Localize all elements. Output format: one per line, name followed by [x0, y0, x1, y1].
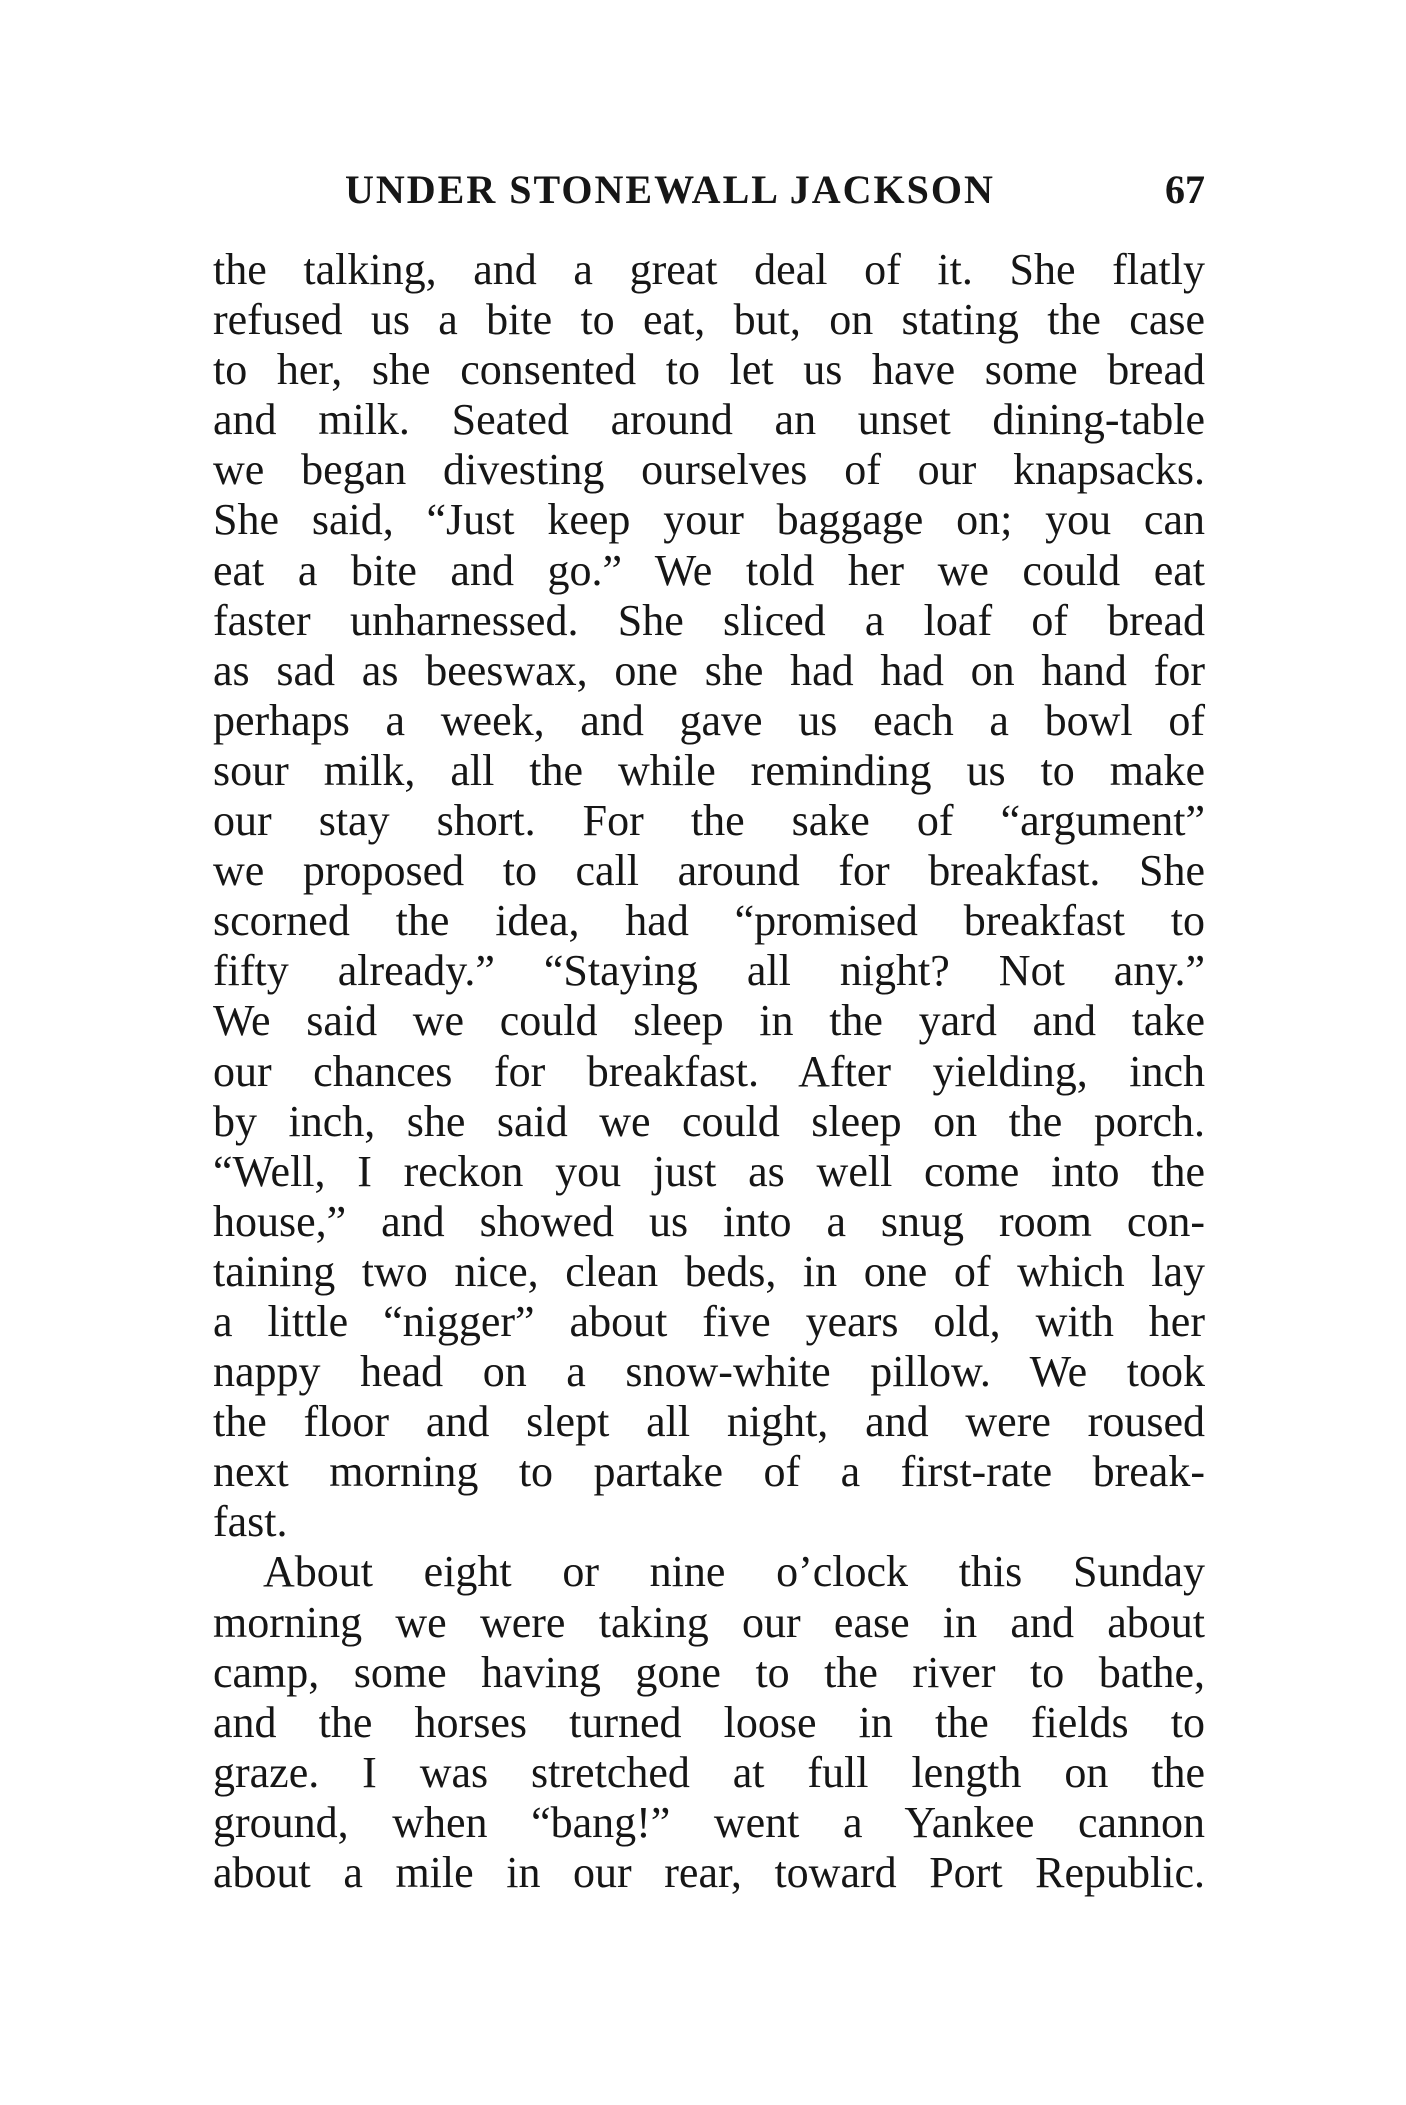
text-line: perhaps a week, and gave us each a bowl of — [213, 695, 1205, 745]
page-number: 67 — [1165, 167, 1205, 212]
text-line: taining two nice, clean beds, in one of which lay — [213, 1246, 1205, 1296]
text-line: about a mile in our rear, toward Port Republic. — [213, 1848, 1205, 1897]
text-line: the talking, and a great deal of it. She flatly — [213, 245, 1205, 294]
text-line: ground, when “bang!” went a Yankee cannon — [213, 1797, 1205, 1847]
text-line: our chances for breakfast. After yielding, inch — [213, 1046, 1205, 1096]
text-line: eat a bite and go.” We told her we could eat — [213, 545, 1205, 595]
text-line: the floor and slept all night, and were roused — [213, 1397, 1205, 1447]
text-line: “Well, I reckon you just as well come into the — [213, 1146, 1205, 1196]
text-line: morning we were taking our ease in and about — [213, 1597, 1205, 1647]
text-line: camp, some having gone to the river to bathe, — [213, 1647, 1205, 1697]
text-line: and the horses turned loose in the fields to — [213, 1697, 1205, 1747]
text-line: We said we could sleep in the yard and take — [213, 996, 1205, 1046]
text-line: by inch, she said we could sleep on the porch. — [213, 1096, 1205, 1146]
text-line: we began divesting ourselves of our knapsacks. — [213, 445, 1205, 495]
text-line: house,” and showed us into a snug room con- — [213, 1196, 1205, 1246]
text-line: nappy head on a snow-white pillow. We took — [213, 1347, 1205, 1397]
text-line: graze. I was stretched at full length on the — [213, 1747, 1205, 1797]
text-line: we proposed to call around for breakfast. She — [213, 846, 1205, 896]
text-line: a little “nigger” about five years old, with her — [213, 1296, 1205, 1346]
body-text — [213, 245, 1205, 1898]
text-line: sour milk, all the while reminding us to make — [213, 745, 1205, 795]
text-line: as sad as beeswax, one she had had on hand for — [213, 645, 1205, 695]
text-line: to her, she consented to let us have some bread — [213, 345, 1205, 395]
text-line: fifty already.” “Staying all night? Not any.” — [213, 946, 1205, 996]
text-line: scorned the idea, had “promised breakfast to — [213, 896, 1205, 946]
text-line: our stay short. For the sake of “argument” — [213, 796, 1205, 846]
text-line: and milk. Seated around an unset dining-table — [213, 395, 1205, 445]
text-line: next morning to partake of a first-rate break- — [213, 1447, 1205, 1497]
running-title: UNDER STONEWALL JACKSON — [345, 167, 995, 212]
running-head — [345, 160, 1205, 220]
text-line: She said, “Just keep your baggage on; you can — [213, 495, 1205, 545]
text-line: refused us a bite to eat, but, on stating the case — [213, 295, 1205, 345]
text-line: faster unharnessed. She sliced a loaf of bread — [213, 595, 1205, 645]
text-line: About eight or nine o’clock this Sunday — [263, 1547, 1205, 1597]
text-line: fast. — [213, 1497, 288, 1547]
